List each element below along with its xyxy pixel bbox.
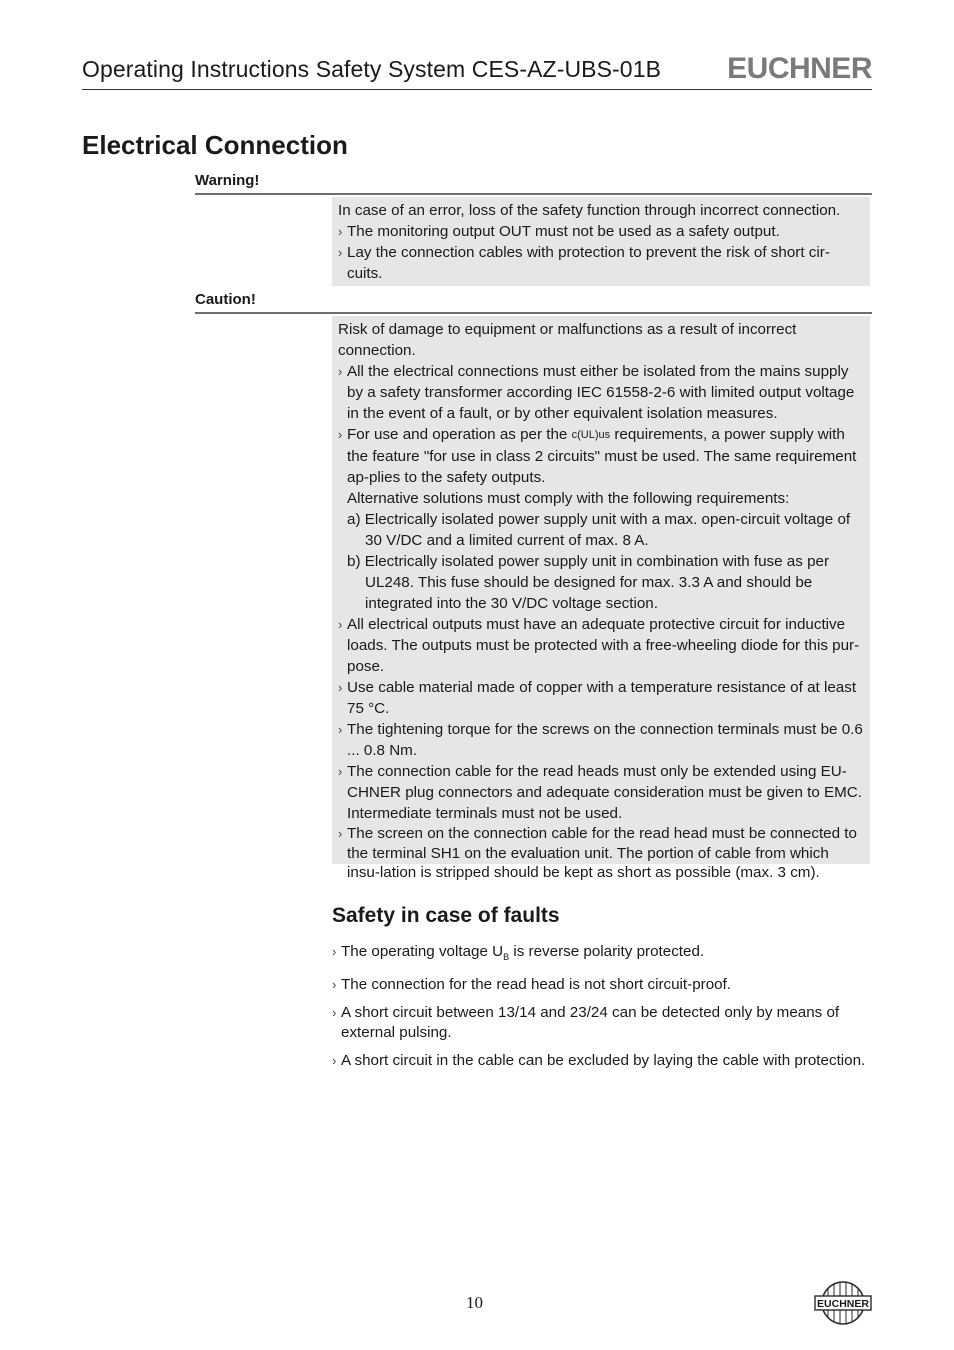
fault-text: The operating voltage U bbox=[341, 943, 504, 960]
document-title: Operating Instructions Safety System CES-AZ-UBS-01B bbox=[82, 56, 662, 82]
warning-item: › The monitoring output OUT must not be used as a safety output. bbox=[338, 221, 865, 242]
caution-box bbox=[332, 316, 870, 881]
caution-item: › The connection cable for the read heads must only be extended using EU-CHNER plug connectors and adequate consideration must be given to EMC. Intermediate terminals must not be used. bbox=[338, 761, 865, 824]
fault-item: › A short circuit in the cable can be excluded by laying the cable with protection. bbox=[332, 1051, 872, 1071]
fault-item bbox=[332, 942, 872, 967]
alternative-b: b) Electrically isolated power supply unit in combination with fuse as per UL248. This fuse should be designed for max. 3.3 A and should be integrated into the 30 V/DC voltage section. bbox=[347, 553, 830, 612]
page-header bbox=[82, 52, 872, 90]
caution-item-text: requirements, a power supply with the feature "for use in class 2 circuits" must be used. The same requirement ap-plies to the safety outputs. bbox=[347, 426, 857, 486]
alternatives-intro: Alternative solutions must comply with the following requirements: bbox=[347, 490, 790, 507]
caution-label: Caution! bbox=[195, 291, 256, 308]
caution-item: › The tightening torque for the screws on the connection terminals must be 0.6 ... 0.8 Nm. bbox=[338, 719, 865, 761]
warning-label: Warning! bbox=[195, 172, 260, 189]
ul-listing-icon: c(UL)us bbox=[571, 429, 611, 441]
page-number: 10 bbox=[466, 1293, 483, 1312]
warning-item: › Lay the connection cables with protection to prevent the risk of short cir-cuits. bbox=[338, 242, 865, 284]
fault-item: › A short circuit between 13/14 and 23/24 can be detected only by means of external pulsing. bbox=[332, 1003, 872, 1043]
caution-intro: Risk of damage to equipment or malfunctions as a result of incorrect connection. bbox=[338, 321, 797, 359]
caution-item: › All electrical outputs must have an adequate protective circuit for inductive loads. The outputs must be protected with a free-wheeling diode for this pur-pose. bbox=[338, 614, 865, 677]
caution-item: › Use cable material made of copper with a temperature resistance of at least 75 °C. bbox=[338, 677, 865, 719]
caution-rule bbox=[195, 312, 872, 314]
euchner-seal-logo bbox=[814, 1280, 872, 1326]
warning-rule bbox=[195, 193, 872, 195]
warning-intro: In case of an error, loss of the safety function through incorrect connection. bbox=[338, 202, 841, 219]
warning-box bbox=[332, 197, 870, 286]
faults-list bbox=[332, 942, 872, 1079]
section-title: Electrical Connection bbox=[82, 130, 348, 160]
voltage-subscript: B bbox=[503, 952, 510, 963]
caution-item-text: For use and operation as per the bbox=[347, 426, 568, 443]
caution-item: › All the electrical connections must either be isolated from the mains supply by a safety transformer according IEC 61558-2-6 with limited output voltage in the event of a fault, or by other equivalent isolation measures. bbox=[338, 361, 865, 424]
logo-text: EUCHNER bbox=[817, 1298, 869, 1310]
faults-title: Safety in case of faults bbox=[332, 904, 560, 927]
caution-item: › The screen on the connection cable for the read head must be connected to the terminal SH1 on the evaluation unit. The portion of cable from which insu-lation is stripped should be kept as short as possible (max. 3 cm). bbox=[338, 824, 865, 883]
caution-item bbox=[338, 424, 865, 488]
fault-item: › The connection for the read head is not short circuit-proof. bbox=[332, 975, 872, 995]
euchner-logo: EUCHNER bbox=[727, 52, 872, 85]
fault-text: is reverse polarity protected. bbox=[509, 943, 705, 960]
alternative-a: a) Electrically isolated power supply unit with a max. open-circuit voltage of 30 V/DC and a limited current of max. 8 A. bbox=[347, 511, 851, 549]
